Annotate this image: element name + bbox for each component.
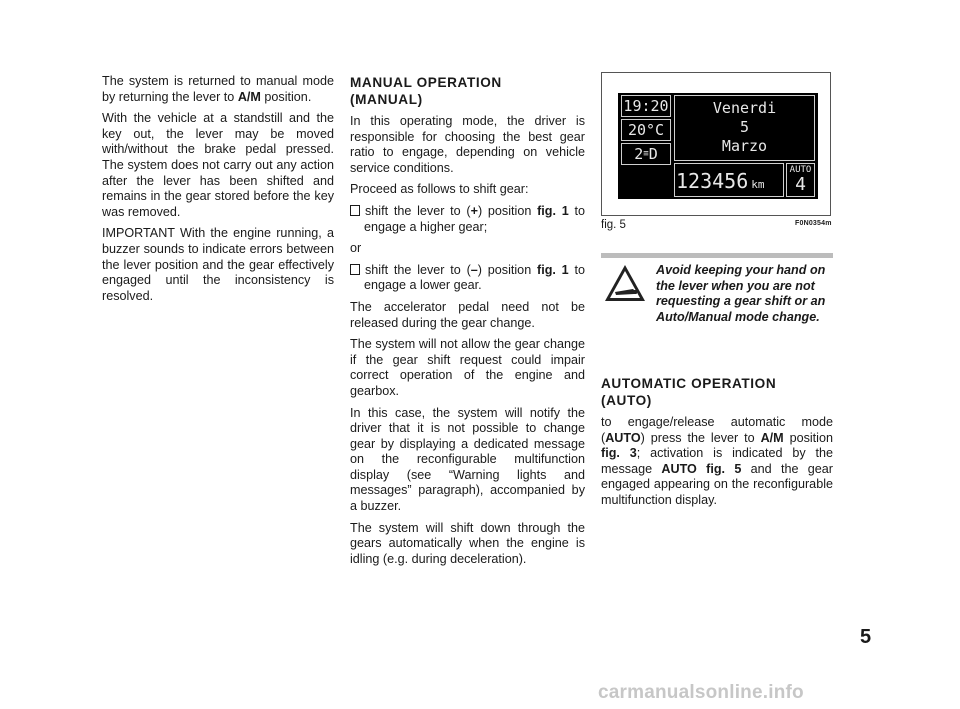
list-item: shift the lever to (+) position fig. 1 to engage a higher gear; — [350, 204, 585, 235]
paragraph: In this case, the system will notify the driver that it is not possible to change gear by displaying a dedicated message on the reconfigurable multifunction display (see “Warning lights and messages” paragraph), accompanied by a buzzer. — [350, 405, 585, 514]
display-date: Venerdi 5 Marzo — [712, 99, 777, 155]
paragraph: With the vehicle at a standstill and the key out, the lever may be moved with/without the brake pedal pressed. The system does not carry out any action after the lever has been shifted and remains in the gear stored before the key was removed. — [102, 111, 334, 219]
checkbox-bullet-icon — [350, 264, 360, 275]
paragraph: In this operating mode, the driver is responsible for choosing the best gear ratio to engage, depending on vehicle service conditions. — [350, 114, 585, 175]
display-auto-mode: AUTO — [789, 165, 812, 175]
figure-display — [601, 72, 831, 216]
paragraph: The system will not allow the gear change if the gear shift request could impair correct operation of the engine and gearbox. — [350, 337, 585, 398]
paragraph: The system is returned to manual mode by returning the lever to A/M position. — [102, 74, 334, 104]
display-gear-indicator: 2≡D — [634, 145, 658, 163]
paragraph: to engage/release automatic mode (AUTO) press the lever to A/M position fig. 3; activation is indicated by the message AUTO fig. 5 and the gear engaged appearing on the reconfigurable multifunction display. — [601, 415, 834, 507]
figure-caption: fig. 5 — [601, 219, 626, 231]
display-time: 19:20 — [623, 97, 669, 115]
watermark: carmanualsonline.info — [598, 682, 804, 703]
display-temperature: 20°C — [627, 121, 665, 139]
figure-code: F0N0354m — [795, 220, 832, 227]
column-left — [102, 74, 334, 310]
hand-warning-triangle-icon — [603, 263, 647, 303]
display-odometer: 123456 km — [676, 169, 765, 193]
automatic-operation-heading: AUTOMATIC OPERATION (AUTO) — [601, 376, 777, 408]
manual-operation-heading: MANUAL OPERATION (MANUAL) — [350, 75, 502, 107]
column-middle — [350, 74, 585, 573]
page-number: 5 — [860, 626, 872, 648]
list-item: shift the lever to (–) position fig. 1 to engage a lower gear. — [350, 263, 585, 294]
paragraph: IMPORTANT With the engine running, a buzzer sounds to indicate errors between the lever position and the gear effectively engaged until the inconsistency is resolved. — [102, 226, 334, 303]
multifunction-display — [618, 93, 818, 199]
paragraph: or — [350, 241, 362, 256]
paragraph: The accelerator pedal need not be released during the gear change. — [350, 299, 585, 330]
warning-divider — [601, 253, 833, 258]
warning-text: Avoid keeping your hand on the lever when you are not requesting a gear shift or an Auto/Manual mode change. — [656, 263, 826, 324]
display-gear: 4 — [795, 174, 806, 195]
checkbox-bullet-icon — [350, 205, 360, 216]
paragraph: Proceed as follows to shift gear: — [350, 182, 529, 197]
paragraph: The system will shift down through the gears automatically when the engine is idling (e.g. during deceleration). — [350, 520, 585, 566]
automatic-operation-section — [601, 375, 833, 515]
